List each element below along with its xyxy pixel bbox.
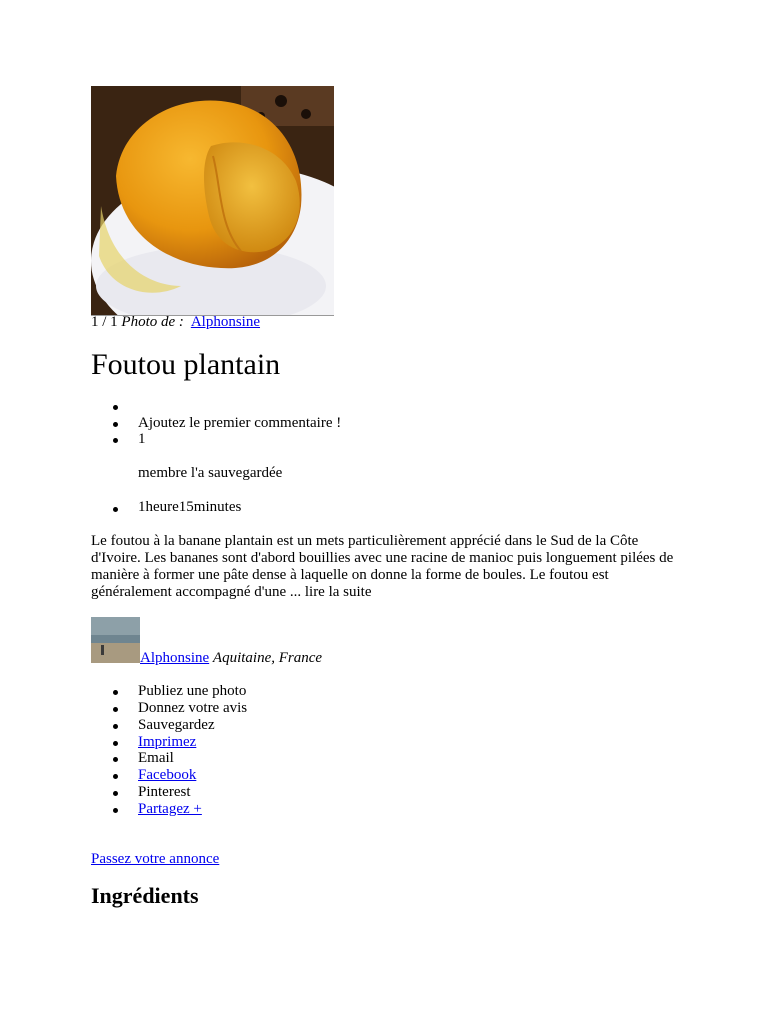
- comments-link[interactable]: Ajoutez le premier commentaire !: [138, 415, 342, 431]
- save-action[interactable]: Sauvegardez: [138, 717, 215, 733]
- foutou-image: [91, 86, 334, 315]
- publish-photo-action[interactable]: Publiez une photo: [138, 683, 247, 699]
- photo-counter: 1 / 1: [91, 314, 118, 330]
- photo-author-link[interactable]: Alphonsine: [190, 314, 261, 330]
- email-action[interactable]: Email: [138, 750, 174, 766]
- photo-caption: [91, 313, 260, 331]
- recipe-duration: 1heure15minutes: [138, 499, 242, 515]
- bullet-icon: [113, 690, 118, 695]
- author-location: Aquitaine, France: [212, 650, 323, 666]
- recipe-title: Foutou plantain: [91, 348, 281, 381]
- pinterest-action[interactable]: Pinterest: [138, 784, 191, 800]
- bullet-icon: [113, 422, 118, 427]
- bullet-icon: [113, 757, 118, 762]
- bullet-icon: [113, 438, 118, 443]
- author-avatar[interactable]: [91, 617, 140, 663]
- recipe-description: Le foutou à la banane plantain est un mets particulièrement apprécié dans le Sud de la Côte d'Ivoire. Les bananes sont d'abord bouillies avec une racine de manioc puis longuement pilées de manière à former une pâte dense à laquelle on donne la forme de boules. Le foutou est généralement accompagné d'une ... lire la suite: [91, 533, 674, 600]
- saved-label: membre l'a sauvegardée: [138, 465, 283, 481]
- review-action[interactable]: Donnez votre avis: [138, 700, 248, 716]
- bullet-icon: [113, 707, 118, 712]
- bullet-icon: [113, 405, 118, 410]
- facebook-link[interactable]: Facebook: [138, 767, 197, 783]
- bullet-icon: [113, 741, 118, 746]
- bullet-icon: [113, 791, 118, 796]
- ad-link[interactable]: Passez votre annonce: [91, 851, 220, 867]
- recipe-photo[interactable]: [91, 86, 334, 316]
- saved-count: 1: [138, 431, 146, 447]
- print-link[interactable]: Imprimez: [138, 734, 197, 750]
- author-info: [140, 649, 322, 667]
- photo-by-label: Photo de :: [121, 314, 184, 330]
- share-link[interactable]: Partagez +: [138, 801, 202, 817]
- bullet-icon: [113, 808, 118, 813]
- bullet-icon: [113, 507, 118, 512]
- bullet-icon: [113, 774, 118, 779]
- author-link[interactable]: Alphonsine: [140, 650, 210, 666]
- ingredients-heading: Ingrédients: [91, 883, 199, 908]
- beach-avatar-image: [91, 617, 140, 663]
- bullet-icon: [113, 724, 118, 729]
